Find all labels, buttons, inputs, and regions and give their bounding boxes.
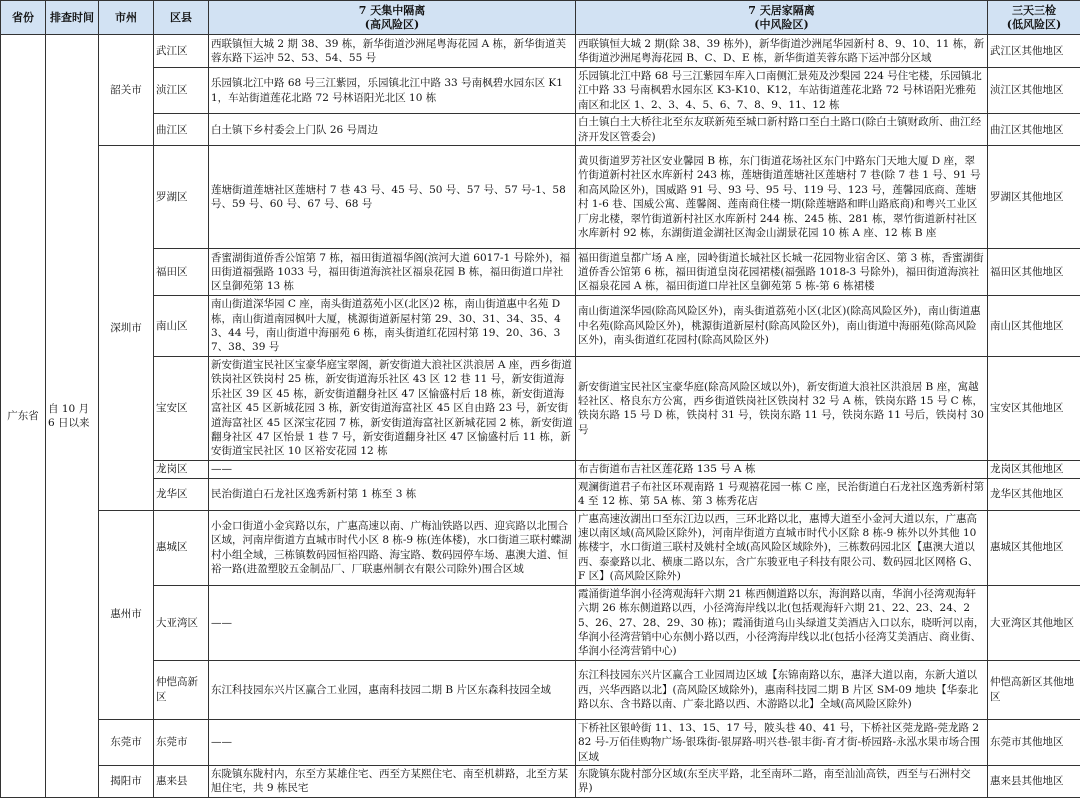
header-high-line1: 7 天集中隔离: [211, 4, 573, 18]
province-cell: 广东省: [1, 35, 46, 798]
mid-risk-cell: 观澜街道君子布社区环观南路 1 号观禧花园一栋 C 座，民治街道白石龙社区逸秀新村第 4 至 12 栋、第 5A 栋、第 3 栋秀花店: [576, 478, 988, 510]
header-district: 区县: [154, 1, 209, 35]
table-row: [1, 478, 1080, 510]
mid-risk-cell: 白土镇白土大桥往北至东友联新苑至城口新村路口至白土路口(除白土镇财政所、曲江经济开发区管委会): [576, 114, 988, 146]
city-cell-shenzhen: 深圳市: [99, 146, 154, 510]
table-row: [1, 114, 1080, 146]
header-low-line1: 三天三检: [990, 4, 1078, 18]
header-high-risk: [209, 1, 576, 35]
district-cell: 惠来县: [154, 765, 209, 797]
district-cell: 龙岗区: [154, 460, 209, 478]
district-cell: 大亚湾区: [154, 585, 209, 660]
low-risk-cell: 龙华区其他地区: [988, 478, 1080, 510]
low-risk-cell: 武江区其他地区: [988, 35, 1080, 68]
high-risk-cell: 小金口街道小金宾路以东，广惠高速以南、广梅汕铁路以西、迎宾路以北围合区域，河南岸街道方直城市时代小区 8 栋-9 栋(连体楼)，水口街道三联村蝶湖村小组全域，三栋镇数码园恒裕四路、海宝路、数码园停车场、惠澳大道、恒裕一路(进盈塑胶五金制品厂、厂联惠州制衣有限公司除外)围合区域: [209, 510, 576, 585]
high-risk-cell: 东江科技园东兴片区赢合工业园，惠南科技园二期 B 片区东森科技园全域: [209, 660, 576, 719]
district-cell: 武江区: [154, 35, 209, 68]
time-cell: 自 10 月 6 日以来: [46, 35, 99, 798]
header-low-risk: [988, 1, 1080, 35]
table-row: [1, 719, 1080, 765]
high-risk-cell: ——: [209, 719, 576, 765]
low-risk-cell: 曲江区其他地区: [988, 114, 1080, 146]
mid-risk-cell: 广惠高速汝湖出口至东江边以西，三环北路以北，惠博大道至小金河大道以东，广惠高速以南区域(高风险区除外)，河南岸街道方直城市时代小区除 8 栋-9 栋外以外其他 10 栋楼宇，水口街道三联村及姚村全域(高风险区域除外)，三栋数码园北区【惠澳大道以西、泰豪路以北、横康二路以东，含广东骏亚电子科技有限公司、数码园北区网格 G、F 区】(高风险区除外): [576, 510, 988, 585]
header-high-line2: (高风险区): [211, 18, 573, 32]
table-row: [1, 660, 1080, 719]
table-row: [1, 765, 1080, 797]
header-time: 排查时间: [46, 1, 99, 35]
low-risk-cell: 惠城区其他地区: [988, 510, 1080, 585]
district-cell: 惠城区: [154, 510, 209, 585]
mid-risk-cell: 黄贝街道罗芳社区安业馨园 B 栋，东门街道花场社区东门中路东门天地大厦 D 座，翠竹街道新村社区水库新村 243 栋，莲塘街道莲塘社区莲塘村 7 巷(除 7 巷 1 号、91 号和高风险区外)，国威路 91 号、93 号、95 号、119 号、123 号，莲馨园底商、莲塘村 1-6 巷、国威公寓、莲馨阁、莲南商住楼一期(除莲塘路和畔山路底商)和粤兴工业区厂房北楼，翠竹街道新村社区水库新村 244 栋、245 栋、281 栋，翠竹街道新村社区水库新村 92 栋，东湖街道金湖社区淘金山湖景花园 10 栋 A 座、12 栋 B 座: [576, 146, 988, 249]
city-cell-huizhou: 惠州市: [99, 510, 154, 719]
district-cell: 宝安区: [154, 356, 209, 460]
district-cell: 曲江区: [154, 114, 209, 146]
low-risk-cell: 仲恺高新区其他地区: [988, 660, 1080, 719]
header-mid-risk: [576, 1, 988, 35]
table-row: [1, 35, 1080, 68]
mid-risk-cell: 东陇镇东陇村部分区域(东至庆平路，北至南环二路，南至汕汕高铁，西至与石洲村交界): [576, 765, 988, 797]
table-row: [1, 356, 1080, 460]
high-risk-cell: 西联镇恒大城 2 期 38、39 栋，新华街道沙洲尾粤海花园 A 栋，新华街道芙蓉东路下运冲 52、53、54、55 号: [209, 35, 576, 68]
table-row: [1, 68, 1080, 114]
low-risk-cell: 龙岗区其他地区: [988, 460, 1080, 478]
high-risk-cell: 莲塘街道莲塘社区莲塘村 7 巷 43 号、45 号、50 号、57 号、57 号-1、58 号、59 号、60 号、67 号、68 号: [209, 146, 576, 249]
header-province: 省份: [1, 1, 46, 35]
city-cell-shaoguan: 韶关市: [99, 35, 154, 146]
low-risk-cell: 大亚湾区其他地区: [988, 585, 1080, 660]
header-mid-line2: (中风险区): [578, 18, 985, 32]
table-row: [1, 249, 1080, 296]
district-cell: 东莞市: [154, 719, 209, 765]
mid-risk-cell: 西联镇恒大城 2 期(除 38、39 栋外)，新华街道沙洲尾华园新村 8、9、10、11 栋，新华街道沙洲尾粤海花园 B、C、D、E 栋，新华街道芙蓉东路下运冲部分区域: [576, 35, 988, 68]
high-risk-cell: 乐园镇北江中路 68 号三江紫园，乐园镇北江中路 33 号南枫碧水园东区 K11，车站街道莲花北路 72 号林语阳光北区 10 栋: [209, 68, 576, 114]
high-risk-cell: 香蜜湖街道侨香公馆第 7 栋，福田街道福华阁(滨河大道 6017-1 号除外)，福田街道福强路 1033 号，福田街道海滨社区福泉花园 B 栋，福田街道口岸社区皇御苑第 13 栋: [209, 249, 576, 296]
low-risk-cell: 福田区其他地区: [988, 249, 1080, 296]
district-cell: 罗湖区: [154, 146, 209, 249]
low-risk-cell: 宝安区其他地区: [988, 356, 1080, 460]
mid-risk-cell: 霞涌街道华润小径湾观海轩六期 21 栋西侧道路以东，海润路以南，华润小径湾观海轩六期 26 栋东侧道路以西，小径湾海岸线以北(包括观海轩六期 21、22、23、24、25、26、27、28、29、30 栋)；霞涌街道乌山头绿道艾美酒店入口以东，晓昕河以南，华润小径湾营销中心东侧小路以西，小径湾海岸线以北(包括小径湾艾美酒店、商业街、华润小径湾营销中心): [576, 585, 988, 660]
city-cell-jieyang: 揭阳市: [99, 765, 154, 797]
mid-risk-cell: 南山街道深华园(除高风险区外)，南头街道荔苑小区(北区)(除高风险区外)，南山街道惠中名苑(除高风险区外)，桃源街道新屋村(除高风险区外)，南山街道中海丽苑(除高风险区外)，南头街道红花园村(除高风险区外): [576, 296, 988, 357]
header-mid-line1: 7 天居家隔离: [578, 4, 985, 18]
low-risk-cell: 罗湖区其他地区: [988, 146, 1080, 249]
low-risk-cell: 南山区其他地区: [988, 296, 1080, 357]
high-risk-cell: 白土镇下乡村委会上门队 26 号周边: [209, 114, 576, 146]
table-row: [1, 510, 1080, 585]
mid-risk-cell: 下桥社区银岭街 11、13、15、17 号，陂头巷 40、41 号，下桥社区莞龙路-莞龙路 282 号-万佰佳购物广场-银珠街-银屏路-明兴巷-银丰街-育才街-桥园路-永泓水果市场合围区域: [576, 719, 988, 765]
table-row: [1, 296, 1080, 357]
district-cell: 浈江区: [154, 68, 209, 114]
high-risk-cell: 新安街道宝民社区宝豪华庭宝翠阁，新安街道大浪社区洪浪居 A 座，西乡街道铁岗社区铁岗村 25 栋，新安街道海乐社区 43 区 12 巷 11 号，新安街道海乐社区 39 区 45 栋，新安街道翻身社区 47 区愉盛村后 18 栋，新安街道海富社区 45 区新城花园 3 栋，新安街道海富社区 45 区自由路 23 号，新安街道海富社区 45 区深宝花园 7 栋，新安街道海富社区新城花园 2 栋，新安街道翻身社区 47 区怡景 1 巷 7 号，新安街道翻身社区 47 区愉盛村后 11 栋，新安街道宝民社区 10 区裕安花园 12 栋: [209, 356, 576, 460]
mid-risk-cell: 东江科技园东兴片区赢合工业园周边区域【东锦南路以东，惠泽大道以南，东新大道以西，兴华西路以北】(高风险区域除外)，惠南科技园二期 B 片区 SM-09 地块【华泰北路以东、含书路以南、广泰北路以西、木游路以北】全域(高风险区除外): [576, 660, 988, 719]
high-risk-cell: ——: [209, 585, 576, 660]
high-risk-cell: 民治街道白石龙社区逸秀新村第 1 栋至 3 栋: [209, 478, 576, 510]
mid-risk-cell: 乐园镇北江中路 68 号三江紫园车库入口南侧汇景苑及沙梨园 224 号住宅楼，乐园镇北江中路 33 号南枫碧水园东区 K3-K10、K12，车站街道莲花北路 72 号林语阳光雅苑南区和北区 1、2、3、4、5、6、7、8、9、11、12 栋: [576, 68, 988, 114]
low-risk-cell: 惠来县其他地区: [988, 765, 1080, 797]
table-row: [1, 146, 1080, 249]
high-risk-cell: 南山街道深华园 C 座，南头街道荔苑小区(北区)2 栋，南山街道惠中名苑 D 栋，南山街道南园枫叶大厦，桃源街道新屋村第 29、30、31、34、35、43、44 号，南山街道中海丽苑 6 栋，南头街道红花园村第 19、20、36、37、38、39 号: [209, 296, 576, 357]
city-cell-dongguan: 东莞市: [99, 719, 154, 765]
table-row: [1, 585, 1080, 660]
district-cell: 仲恺高新区: [154, 660, 209, 719]
low-risk-cell: 东莞市其他地区: [988, 719, 1080, 765]
mid-risk-cell: 布吉街道布吉社区莲花路 135 号 A 栋: [576, 460, 988, 478]
district-cell: 龙华区: [154, 478, 209, 510]
mid-risk-cell: 福田街道皇都广场 A 座，园岭街道长城社区长城一花园物业宿舍区、第 3 栋，香蜜湖街道侨香公馆第 6 栋，福田街道皇岗花园裙楼(福强路 1018-3 号除外)，福田街道海滨社区福泉花园 A 栋，福田街道口岸社区皇御苑第 5 栋-第 6 栋裙楼: [576, 249, 988, 296]
header-low-line2: (低风险区): [990, 18, 1078, 32]
header-city: 市州: [99, 1, 154, 35]
high-risk-cell: 东陇镇东陇村内，东至方某雄住宅、西至方某熙住宅、南至机耕路，北至方某旭住宅，共 9 栋民宅: [209, 765, 576, 797]
low-risk-cell: 浈江区其他地区: [988, 68, 1080, 114]
mid-risk-cell: 新安街道宝民社区宝豪华庭(除高风险区域以外)，新安街道大浪社区洪浪居 B 座，寓越轻社区、格良东方公寓，西乡街道铁岗社区铁岗村 32 号 A 栋，铁岗东路 15 号 C 栋，铁岗东路 15 号 D 栋，铁岗村 31 号，铁岗东路 11 号，铁岗东路 11 号后，铁岗村 30 号: [576, 356, 988, 460]
district-cell: 福田区: [154, 249, 209, 296]
table-row: [1, 460, 1080, 478]
high-risk-cell: ——: [209, 460, 576, 478]
district-cell: 南山区: [154, 296, 209, 357]
